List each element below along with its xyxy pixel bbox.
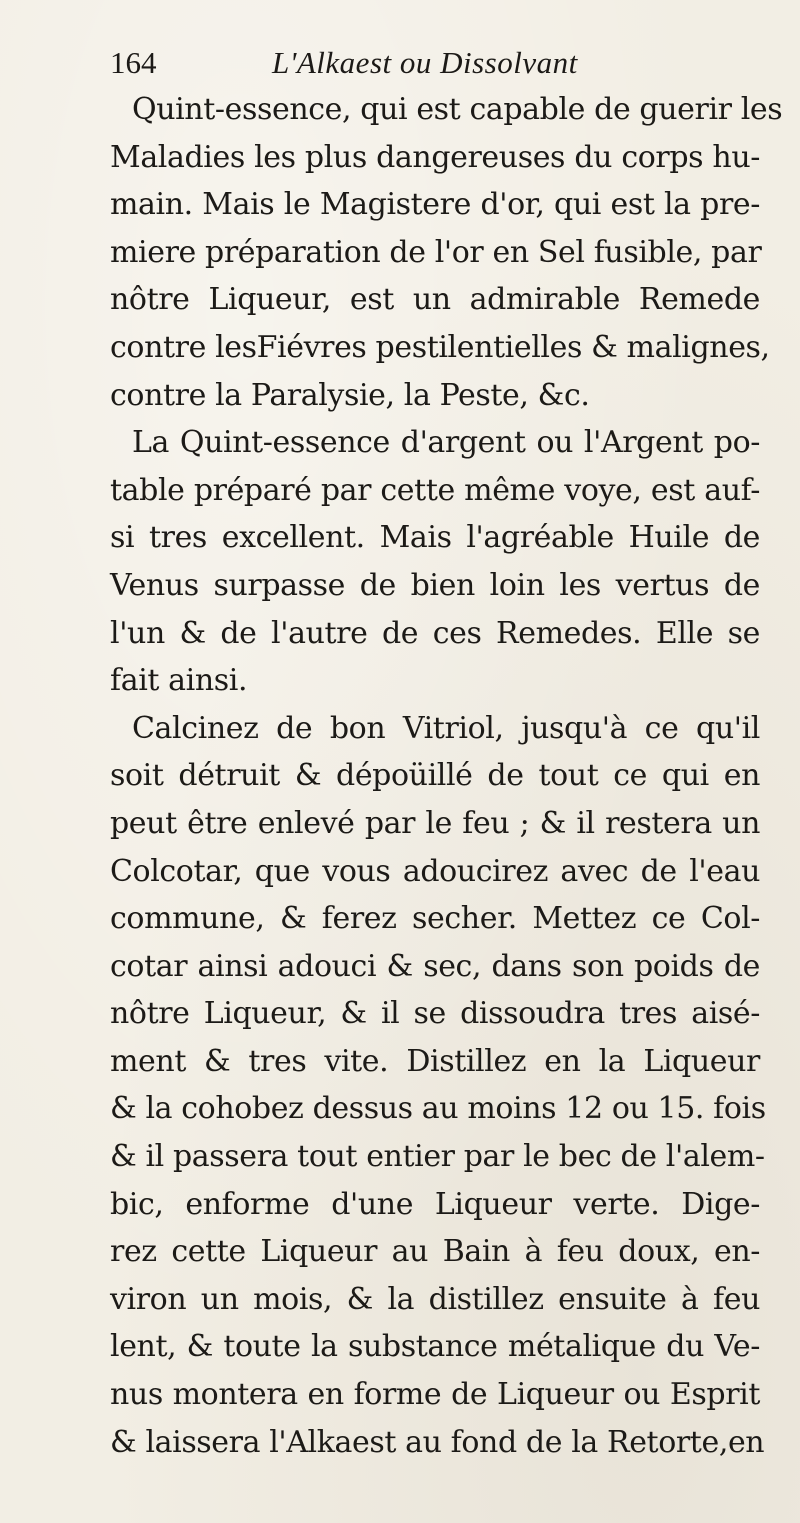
text-line: commune, & ferez secher. Mettez ce Col- [110, 901, 760, 937]
text-line: Venus surpasse de bien loin les vertus de [110, 567, 760, 603]
page-number: 164 [110, 45, 157, 80]
text-line: rez cette Liqueur au Bain à feu doux, en- [110, 1234, 760, 1270]
text-line: & laissera l'Alkaest au fond de la Retorte,en [110, 1424, 765, 1460]
text-line: table préparé par cette même voye, est auf- [110, 472, 760, 508]
running-title: L'Alkaest ou Dissolvant [272, 45, 578, 80]
text-line: & la cohobez dessus au moins 12 ou 15. fois [110, 1091, 766, 1127]
text-line: miere préparation de l'or en Sel fusible, par [110, 234, 762, 270]
text-line: nôtre Liqueur, est un admirable Remede [110, 282, 760, 318]
text-line: Quint-essence, qui est capable de guerir les [132, 92, 783, 127]
text-line: & il passera tout entier par le bec de l'alem- [110, 1139, 765, 1175]
text-line: Calcinez de bon Vitriol, jusqu'à ce qu'il [132, 710, 760, 746]
text-line: bic, enforme d'une Liqueur verte. Dige- [110, 1186, 760, 1222]
text-line: contre lesFiévres pestilentielles & malignes, [110, 329, 770, 365]
text-line: si tres excellent. Mais l'agréable Huile de [110, 520, 760, 556]
text-line: fait ainsi. [110, 663, 248, 699]
text-line: Colcotar, que vous adoucirez avec de l'eau [110, 853, 760, 889]
text-line: contre la Paralysie, la Peste, &c. [110, 377, 590, 413]
text-line: viron un mois, & la distillez ensuite à feu [110, 1281, 760, 1317]
text-line: cotar ainsi adouci & sec, dans son poids de [110, 948, 760, 984]
text-line: nôtre Liqueur, & il se dissoudra tres aisé- [110, 996, 760, 1032]
text-line: lent, & toute la substance métalique du Ve- [110, 1329, 760, 1365]
text-line: soit détruit & dépoüillé de tout ce qui en [110, 758, 760, 794]
text-line: l'un & de l'autre de ces Remedes. Elle se [110, 615, 760, 651]
text-line: Maladies les plus dangereuses du corps hu- [110, 139, 760, 175]
page-header [110, 38, 670, 88]
text-line: ment & tres vite. Distillez en la Liqueur [110, 1043, 760, 1079]
text-line: main. Mais le Magistere d'or, qui est la pre- [110, 187, 760, 223]
text-line: nus montera en forme de Liqueur ou Esprit [110, 1377, 760, 1413]
body-text [110, 86, 783, 1466]
text-line: La Quint-essence d'argent ou l'Argent po- [132, 425, 760, 461]
text-line: peut être enlevé par le feu ; & il restera un [110, 805, 760, 841]
